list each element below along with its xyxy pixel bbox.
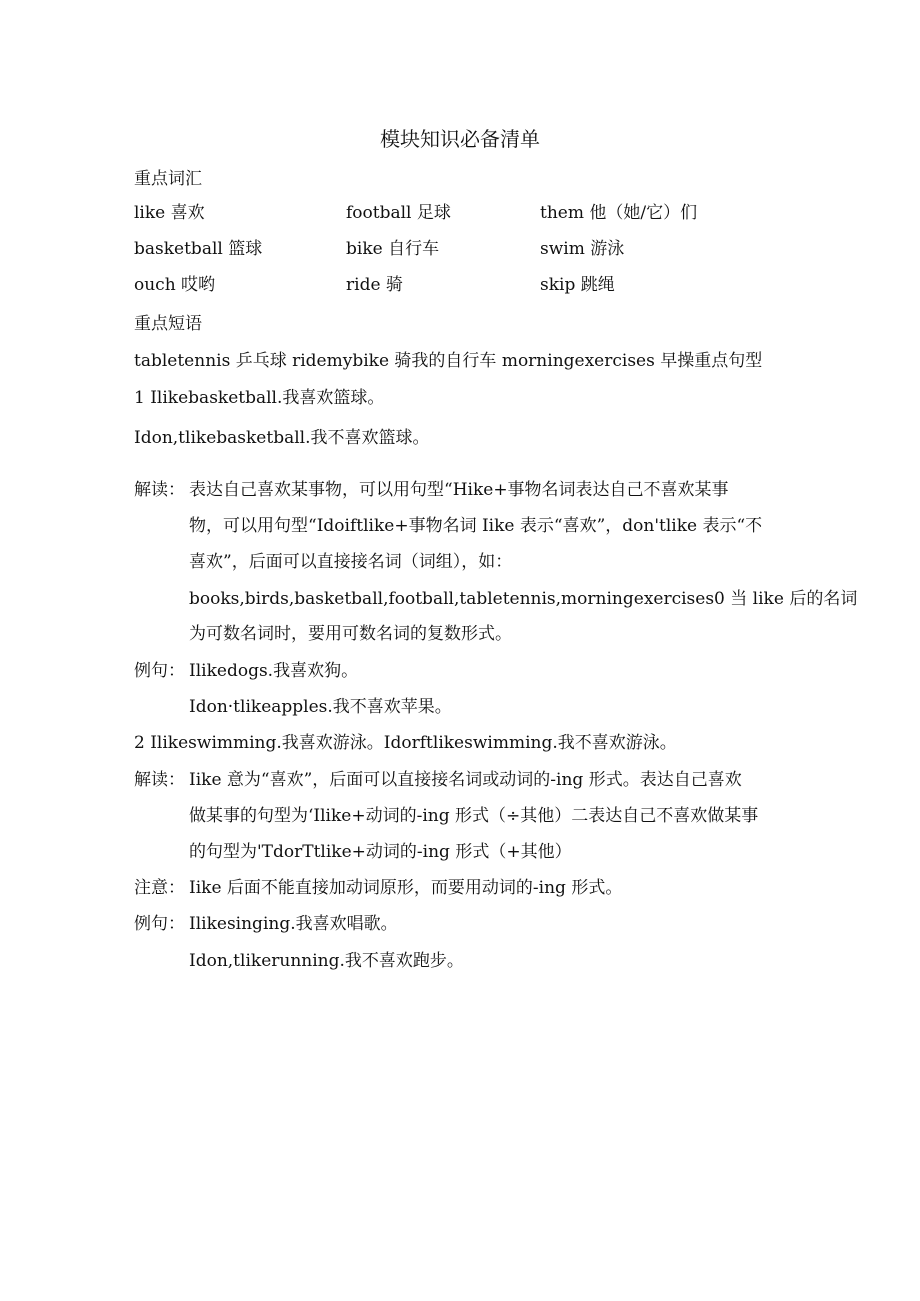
example-line: Ilikesinging.我喜欢唱歌。 — [189, 914, 398, 934]
vocab-item: like 喜欢 — [134, 203, 205, 223]
interpretation-label: 解读： — [134, 480, 185, 500]
vocab-item: ride 骑 — [346, 275, 403, 295]
vocab-item: football 足球 — [346, 203, 451, 223]
sentence-1: 1 Ilikebasketball.我喜欢篮球。 — [134, 388, 385, 408]
interpretation-label: 解读： — [134, 770, 185, 790]
interpretation-line: 物，可以用句型“Idoiftlike+事物名词 Iike 表示“喜欢”，don'tlike 表示“不 — [189, 516, 763, 536]
sentence-2: 2 Ilikeswimming.我喜欢游泳。Idorftlikeswimming.我不喜欢游泳。 — [134, 733, 677, 753]
sentence-1-negative: Idon,tlikebasketball.我不喜欢篮球。 — [134, 428, 430, 448]
vocab-item: swim 游泳 — [540, 239, 625, 259]
example-label: 例句： — [134, 661, 185, 681]
note-label: 注意： — [134, 878, 185, 898]
vocab-item: bike 自行车 — [346, 239, 440, 259]
note-text: Iike 后面不能直接加动词原形，而要用动词的-ing 形式。 — [189, 878, 623, 898]
vocab-item: skip 跳绳 — [540, 275, 615, 295]
phrase-heading: 重点短语 — [134, 314, 202, 334]
interpretation-line: 表达自己喜欢某事物，可以用句型“Hike+事物名词表达自己不喜欢某事 — [189, 480, 729, 500]
interpretation-line: 为可数名词时，要用可数名词的复数形式。 — [189, 624, 512, 644]
interpretation-line: 喜欢”，后面可以直接接名词（词组），如： — [189, 552, 513, 572]
interpretation-line: Iike 意为“喜欢”，后面可以直接接名词或动词的-ing 形式。表达自己喜欢 — [189, 770, 742, 790]
example-line: Idon·tlikeapples.我不喜欢苹果。 — [189, 697, 452, 717]
example-line: Ilikedogs.我喜欢狗。 — [189, 661, 359, 681]
interpretation-line: 的句型为'TdorTtlike+动词的-ing 形式（+其他） — [189, 842, 572, 862]
phrase-line: tabletennis 乒乓球 ridemybike 骑我的自行车 morningexercises 早操重点句型 — [134, 351, 763, 371]
vocab-heading: 重点词汇 — [134, 169, 202, 189]
vocab-item: them 他（她/它）们 — [540, 203, 698, 223]
interpretation-line: 做某事的句型为‘Ilike+动词的-ing 形式（÷其他）二表达自己不喜欢做某事 — [189, 806, 759, 826]
example-line: Idon,tlikerunning.我不喜欢跑步。 — [189, 951, 464, 971]
example-label: 例句： — [134, 914, 185, 934]
interpretation-line: books,birds,basketball,football,tabletennis,morningexercises0 当 like 后的名词 — [189, 589, 858, 609]
vocab-item: basketball 篮球 — [134, 239, 263, 259]
vocab-item: ouch 哎哟 — [134, 275, 216, 295]
page-title: 模块知识必备清单 — [380, 127, 540, 151]
